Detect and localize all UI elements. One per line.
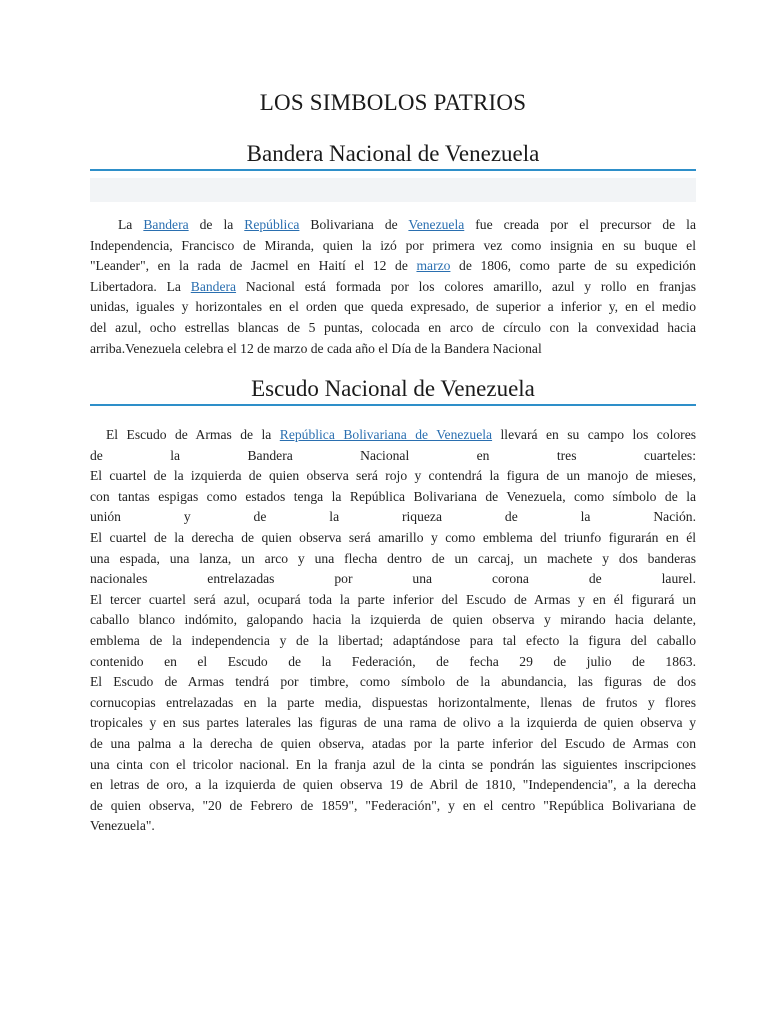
shield-line-18: en letras de oro, a la izquierda de quien observa 19 de Abril de 1810, "Independencia", a la derecha xyxy=(90,777,696,793)
shield-line-20: Venezuela". xyxy=(90,818,155,834)
shield-line-6: El cuartel de la derecha de quien observa será amarillo y como emblema del triunfo figurarán en él xyxy=(90,529,696,545)
text-span: Libertadora. La xyxy=(90,278,191,294)
page-title: LOS SIMBOLOS PATRIOS xyxy=(259,90,527,115)
shield-line-2: de la Bandera Nacional en tres cuarteles: xyxy=(90,447,696,463)
link-venezuela[interactable]: Venezuela xyxy=(408,217,465,232)
flag-line-3 xyxy=(90,256,696,277)
link-bandera-2[interactable]: Bandera xyxy=(190,278,237,294)
shield-line-12: contenido en el Escudo de la Federación, de fecha 29 de julio de 1863. xyxy=(90,653,696,669)
shield-line-14: cornucopias entrelazadas en la parte media, dispuestas horizontalmente, llenas de frutos y flores xyxy=(90,694,696,710)
link-republica[interactable]: República xyxy=(244,217,300,232)
shield-line-17: una cinta con el tricolor nacional. En la franja azul de la cinta se pondrán las siguientes inscripciones xyxy=(90,756,696,772)
text-span: La xyxy=(118,217,144,232)
text-span: llevará en su campo los colores xyxy=(492,427,697,442)
text-span: "Leander", en la rada de Jacmel en Haití el 12 de xyxy=(90,258,417,274)
shield-heading-divider xyxy=(90,404,696,406)
flag-line-6: del azul, ocho estrellas blancas de 5 puntas, colocada en arco de círculo con la convexidad hacia xyxy=(90,319,696,335)
shield-paragraph xyxy=(90,425,696,837)
flag-section-heading: Bandera Nacional de Venezuela xyxy=(246,141,540,166)
shield-line-9: El tercer cuartel será azul, ocupará toda la parte inferior del Escudo de Armas y en él figurará un xyxy=(90,591,696,607)
shield-line-4: con tantas espigas como estados tenga la República Bolivariana de Venezuela, como símbolo de la xyxy=(90,488,696,504)
text-span: fue creada por el precursor de la xyxy=(464,217,696,232)
shield-line-5: unión y de la riqueza de la Nación. xyxy=(90,509,696,525)
link-republica-bolivariana[interactable]: República Bolivariana de Venezuela xyxy=(279,427,493,442)
shield-line-10: caballo blanco indómito, galopando hacia la izquierda de quien observa y mirando hacia delante, xyxy=(90,612,696,628)
text-span: El Escudo de Armas de la xyxy=(106,427,280,442)
link-marzo[interactable]: marzo xyxy=(416,258,451,274)
shield-line-7: una espada, una lanza, un arco y una flecha dentro de un carcaj, un machete y dos banderas xyxy=(90,550,696,566)
shield-line-19: de quien observa, "20 de Febrero de 1859", "Federación", y en el centro "República Bolivariana de xyxy=(90,797,696,813)
shield-line-15: tropicales y en sus partes laterales las figuras de una rama de olivo a la izquierda de quien observa y xyxy=(90,715,696,731)
shield-section-heading: Escudo Nacional de Venezuela xyxy=(251,376,535,401)
flag-heading-divider xyxy=(90,169,696,171)
shield-line-13: El Escudo de Armas tendrá por timbre, como símbolo de la abundancia, las figuras de dos xyxy=(90,674,696,690)
link-bandera[interactable]: Bandera xyxy=(143,217,189,232)
flag-paragraph xyxy=(90,215,696,359)
text-span: de la xyxy=(188,217,245,232)
shield-line-1 xyxy=(90,425,696,446)
text-span: Nacional está formada por los colores amarillo, azul y rollo en franjas xyxy=(236,278,696,294)
flag-line-1 xyxy=(90,215,696,236)
shield-line-16: de una palma a la derecha de quien observa, atadas por la parte inferior del Escudo de Armas con xyxy=(90,735,696,751)
flag-line-5: unidas, iguales y horizontales en el orden que queda expresado, de superior a inferior y, en el medio xyxy=(90,299,696,315)
flag-line-4 xyxy=(90,277,696,298)
text-span: de 1806, como parte de su expedición xyxy=(450,258,696,274)
flag-heading-band xyxy=(90,178,696,202)
text-span: Bolivariana de xyxy=(299,217,409,232)
shield-line-8: nacionales entrelazadas por una corona de laurel. xyxy=(90,571,696,587)
shield-line-11: emblema de la independencia y de la libertad; adaptándose para tal efecto la figura del caballo xyxy=(90,632,696,648)
flag-line-7: arriba.Venezuela celebra el 12 de marzo de cada año el Día de la Bandera Nacional xyxy=(90,340,542,356)
flag-line-2: Independencia, Francisco de Miranda, quien la izó por primera vez como insignia en su buque el xyxy=(90,237,696,253)
shield-line-3: El cuartel de la izquierda de quien observa será rojo y contendrá la figura de un manojo de mieses, xyxy=(90,468,696,484)
